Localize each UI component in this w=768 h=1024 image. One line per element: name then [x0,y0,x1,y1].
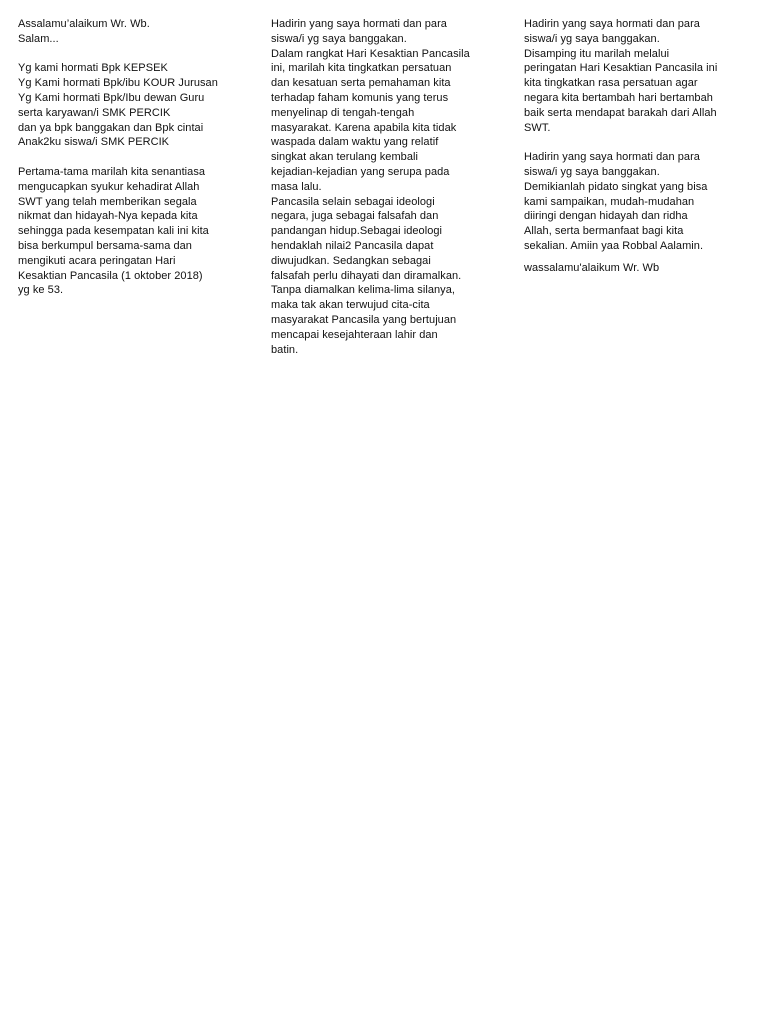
body-paragraph [524,17,754,135]
text-line: SWT. [524,121,551,134]
text-line: mengucapkan syukur kehadirat Allah [18,180,200,193]
text-line: wassalamu'alaikum Wr. Wb [524,261,660,274]
text-line: Salam... [18,32,59,45]
text-line: Pertama-tama marilah kita senantiasa [18,165,206,178]
text-line: ini, marilah kita tingkatkan persatuan [271,62,452,75]
text-line: mencapai kesejahteraan lahir dan [271,328,438,341]
text-line: yg ke 53. [18,284,64,297]
text-line: sehingga pada kesempatan kali ini kita [18,225,209,238]
text-column-2 [271,17,503,357]
closing-paragraph [524,150,754,254]
text-line: menyelinap di tengah-tengah [271,106,415,119]
text-line: siswa/i yg saya banggakan. [524,32,660,45]
text-line: SWT yang telah memberikan segala [18,195,197,208]
text-line: pandangan hidup.Sebagai ideologi [271,225,443,238]
text-line: batin. [271,343,299,356]
text-line: negara, juga sebagai falsafah dan [271,210,439,223]
text-line: Hadirin yang saya hormati dan para [271,18,447,30]
greeting-paragraph [18,17,248,47]
text-line: Anak2ku siswa/i SMK PERCIK [18,136,170,149]
text-line: kami sampaikan, mudah-mudahan [524,195,695,208]
text-line: Hadirin yang saya hormati dan para [524,18,700,30]
text-line: masyarakat. Karena apabila kita tidak [271,121,457,134]
text-line: Demikianlah pidato singkat yang bisa [524,180,708,193]
text-line: Allah, serta bermanfaat bagi kita [524,225,684,238]
text-line: hendaklah nilai2 Pancasila dapat [271,239,434,252]
text-line: Assalamu’alaikum Wr. Wb. [18,18,150,30]
text-line: Kesaktian Pancasila (1 oktober 2018) [18,269,203,282]
text-line: dan ya bpk banggakan dan Bpk cintai [18,121,204,134]
text-line: Yg Kami hormati Bpk/ibu KOUR Jurusan [18,77,218,90]
text-line: negara kita bertambah hari bertambah [524,91,713,104]
salutation-paragraph [18,61,248,150]
text-line: diwujudkan. Sedangkan sebagai [271,254,431,267]
text-line: Yg Kami hormati Bpk/Ibu dewan Guru [18,91,205,104]
text-line: nikmat dan hidayah-Nya kepada kita [18,210,198,223]
text-line: maka tak akan terwujud cita-cita [271,299,430,312]
text-line: siswa/i yg saya banggakan. [524,165,660,178]
text-line: Pancasila selain sebagai ideologi [271,195,435,208]
text-line: dan kesatuan serta pemahaman kita [271,77,451,90]
text-line: singkat akan terulang kembali [271,151,418,164]
text-line: serta karyawan/i SMK PERCIK [18,106,171,119]
farewell-paragraph [524,261,754,276]
body-paragraph [271,17,503,357]
text-line: Hadirin yang saya hormati dan para [524,151,700,164]
text-line: siswa/i yg saya banggakan. [271,32,407,45]
opening-paragraph [18,165,248,298]
text-line: masa lalu. [271,180,322,193]
text-line: falsafah perlu dihayati dan diramalkan. [271,269,462,282]
text-line: kita tingkatkan rasa persatuan agar [524,77,698,90]
text-line: masyarakat Pancasila yang bertujuan [271,313,457,326]
text-line: Disamping itu marilah melalui [524,47,670,60]
text-line: kejadian-kejadian yang serupa pada [271,165,450,178]
text-line: sekalian. Amiin yaa Robbal Aalamin. [524,239,704,252]
text-line: mengikuti acara peringatan Hari [18,254,176,267]
text-line: baik serta mendapat barakah dari Allah [524,106,717,119]
text-line: diiringi dengan hidayah dan ridha [524,210,688,223]
text-line: Tanpa diamalkan kelima-lima silanya, [271,284,455,297]
text-column-3 [524,17,754,276]
text-line: Dalam rangkat Hari Kesaktian Pancasila [271,47,470,60]
text-line: Yg kami hormati Bpk KEPSEK [18,62,168,75]
text-line: peringatan Hari Kesaktian Pancasila ini [524,62,718,75]
text-line: terhadap faham komunis yang terus [271,91,449,104]
text-line: bisa berkumpul bersama-sama dan [18,239,192,252]
text-column-1 [18,17,248,298]
text-line: waspada dalam waktu yang relatif [271,136,439,149]
